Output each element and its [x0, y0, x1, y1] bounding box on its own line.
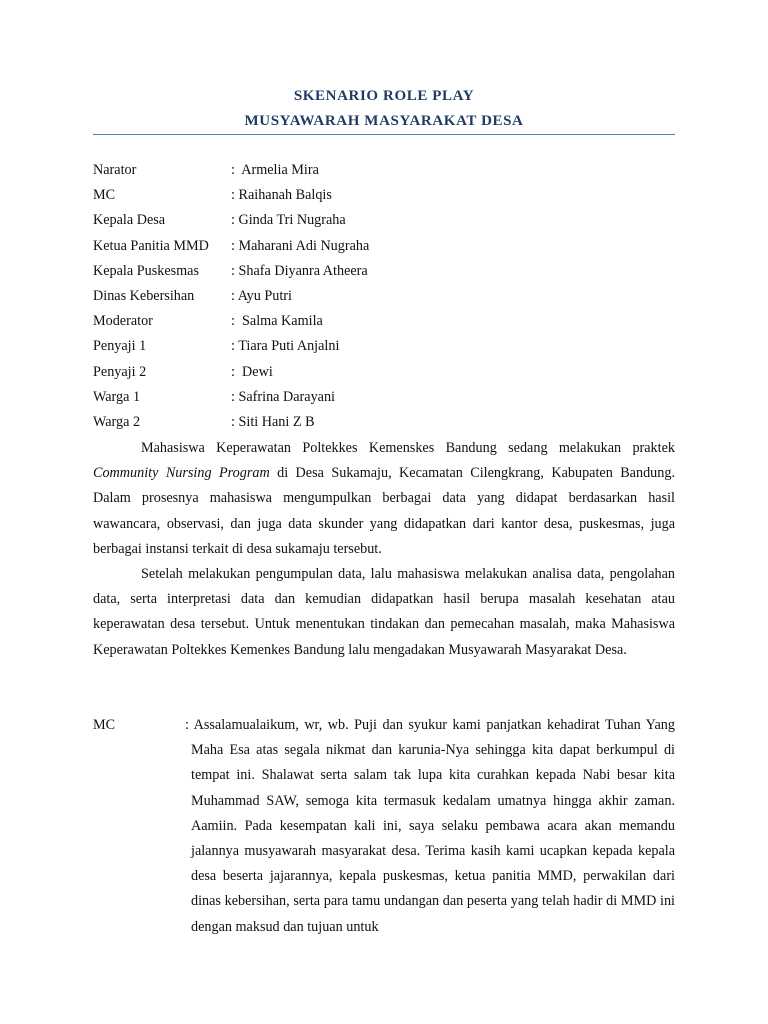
cast-list: [93, 160, 675, 437]
cast-name: : Armelia Mira: [231, 162, 319, 178]
cast-role: MC: [93, 187, 116, 204]
cast-row: [93, 236, 675, 261]
cast-role: Dinas Kebersihan: [93, 287, 195, 304]
cast-name: : Shafa Diyanra Atheera: [231, 262, 368, 279]
cast-row: [93, 362, 675, 387]
cast-role: Warga 1: [93, 388, 141, 405]
cast-role: Warga 2: [93, 413, 141, 430]
title-divider: [93, 134, 675, 135]
dialog-speaker: MC: [93, 717, 116, 733]
cast-name: : Maharani Adi Nugraha: [231, 237, 370, 254]
document-title: SKENARIO ROLE PLAY: [293, 88, 475, 104]
cast-row: [93, 311, 675, 336]
dialog-text: : Assalamualaikum, wr, wb. Puji dan syukur kami panjatkan kehadirat Tuhan Yang Maha Esa atas segala nikmat dan karunia-Nya sehingga kita dapat berkumpul di tempat ini. Shalawat serta salam tak lupa kita curahkan kepada Nabi besar kita Muhammad SAW, semoga kita termasuk kedalam umatnya hingga akhir zaman. Aamiin. Pada kesempatan kali ini, saya selaku pembawa acara akan memandu jalannya musyawarah masyarakat desa. Terima kasih kami ucapkan kepada kepala desa beserta jajarannya, kepala puskesmas, ketua panitia MMD, perwakilan dari dinas kebersihan, serta para tamu undangan dan peserta yang telah hadir di MMD ini dengan maksud dan tujuan untuk: [185, 717, 675, 935]
cast-name: : Dewi: [231, 363, 273, 380]
cast-row: [93, 160, 675, 185]
cast-row: [93, 286, 675, 311]
cast-name: : Salma Kamila: [231, 313, 323, 330]
intro-paragraph: [93, 436, 675, 562]
cast-role: Penyaji 2: [93, 363, 147, 380]
cast-role: Penyaji 1: [93, 338, 147, 355]
cast-role: Kepala Desa: [93, 212, 166, 229]
cast-row: [93, 210, 675, 235]
cast-row: [93, 412, 675, 437]
cast-name: : Raihanah Balqis: [231, 187, 332, 204]
cast-role: Narator: [93, 162, 137, 178]
document-subtitle: MUSYAWARAH MASYARAKAT DESA: [244, 113, 524, 129]
cast-name: : Tiara Puti Anjalni: [231, 338, 340, 355]
cast-row: [93, 336, 675, 361]
cast-role: Ketua Panitia MMD: [93, 237, 209, 254]
cast-name: : Safrina Darayani: [231, 388, 335, 405]
cast-row: [93, 387, 675, 412]
cast-row: [93, 261, 675, 286]
cast-name: : Siti Hani Z B: [231, 413, 315, 430]
cast-row: [93, 185, 675, 210]
program-name: Community Nursing Program: [93, 465, 270, 482]
intro-text-start: Mahasiswa Keperawatan Poltekkes Kemenskes Bandung sedang melakukan praktek: [141, 440, 675, 456]
intro-text-end: di Desa Sukamaju, Kecamatan Cilengkrang, Kabupaten Bandung. Dalam prosesnya mahasiswa mengumpulkan berbagai data yang didapat berdasarkan hasil wawancara, observasi, dan juga data skunder yang didapatkan dari kantor desa, puskesmas, juga berbagai instansi terkait di desa sukamaju tersebut.: [93, 465, 675, 557]
cast-name: : Ayu Putri: [231, 287, 292, 304]
cast-name: : Ginda Tri Nugraha: [231, 212, 346, 229]
analysis-paragraph: Setelah melakukan pengumpulan data, lalu mahasiswa melakukan analisa data, pengolahan data, serta interpretasi data dan kemudian didapatkan hasil berupa masalah kesehatan atau keperawatan desa tersebut. Untuk menentukan tindakan dan pemecahan masalah, maka Mahasiswa Keperawatan Poltekkes Kemenkes Bandung lalu mengadakan Musyawarah Masyarakat Desa.: [93, 566, 675, 658]
cast-role: Moderator: [93, 313, 153, 330]
cast-role: Kepala Puskesmas: [93, 262, 199, 279]
